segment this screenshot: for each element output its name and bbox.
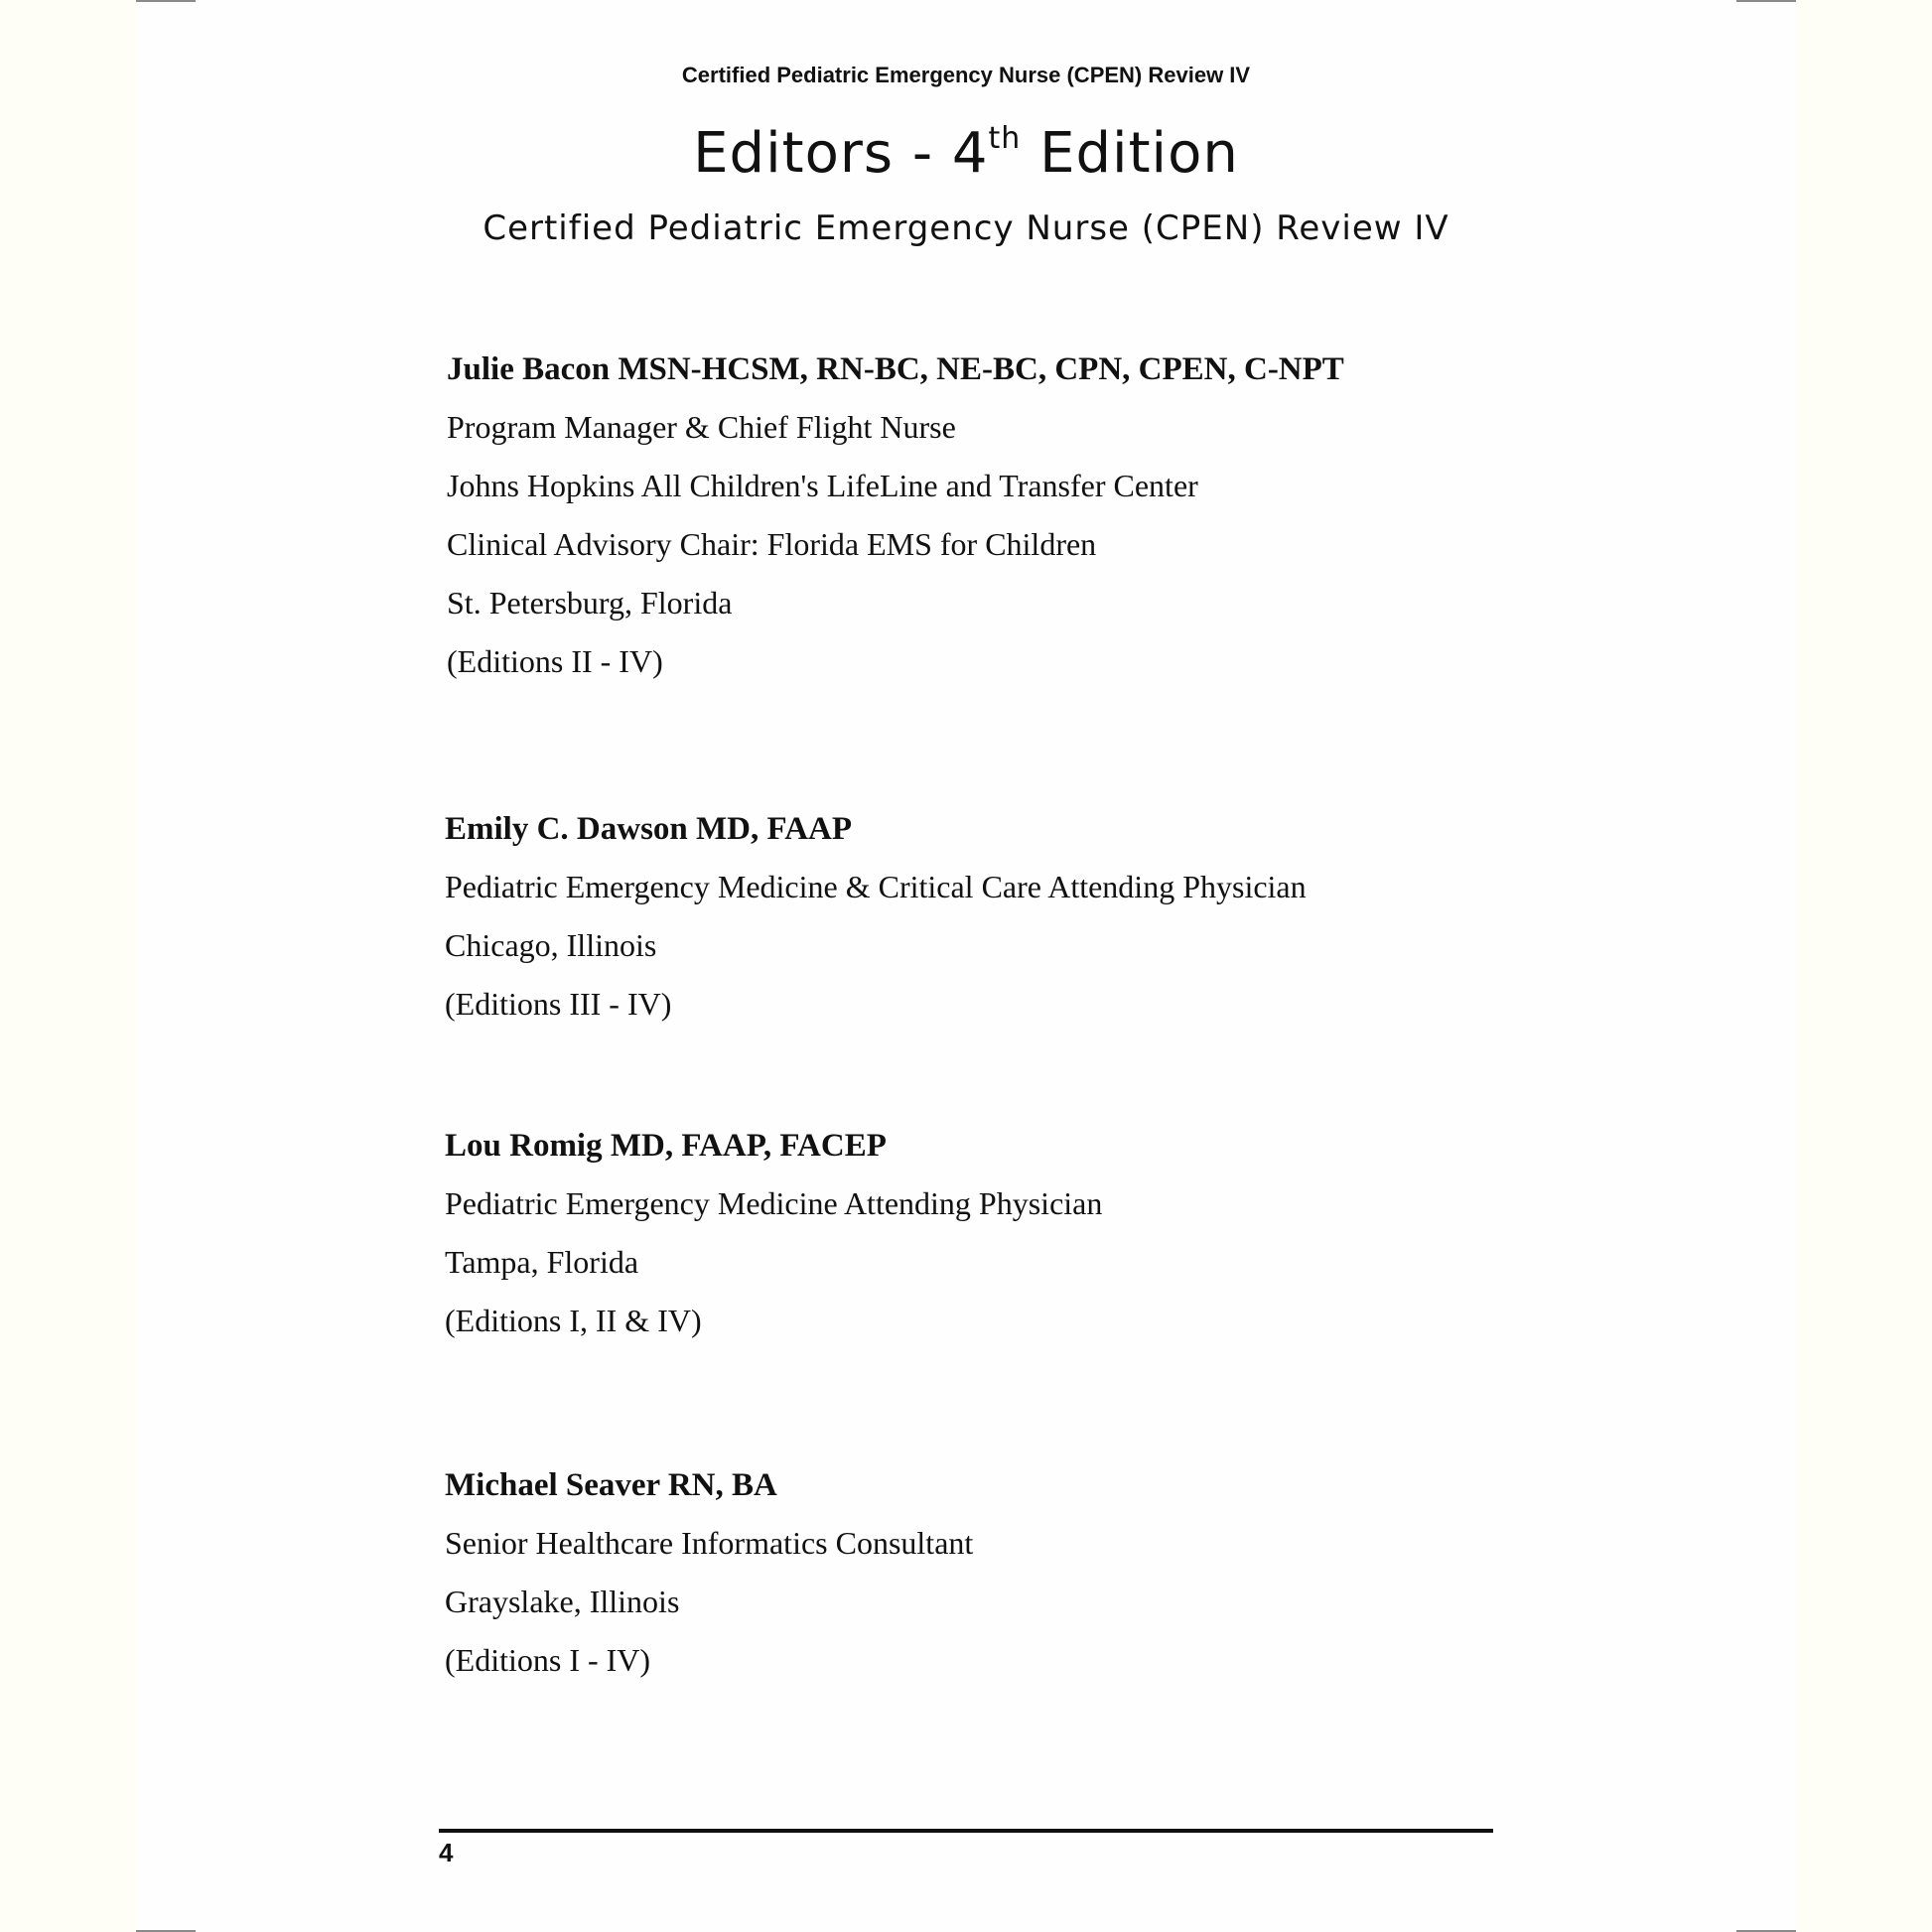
- editor-detail-line: Chicago, Illinois: [445, 927, 657, 963]
- title-text-after: Edition: [1021, 121, 1239, 186]
- footer-rule: [439, 1829, 1493, 1833]
- editor-name: Lou Romig MD, FAAP, FACEP: [445, 1128, 887, 1164]
- title-text-before: Editors - 4: [693, 121, 989, 186]
- editor-detail-line: Clinical Advisory Chair: Florida EMS for Children: [447, 526, 1097, 562]
- editor-detail-line: Program Manager & Chief Flight Nurse: [447, 409, 956, 445]
- editor-name: Julie Bacon MSN-HCSM, RN-BC, NE-BC, CPN, CPEN, C-NPT: [447, 351, 1344, 387]
- editor-detail-line: Pediatric Emergency Medicine & Critical Care Attending Physician: [445, 869, 1307, 904]
- editor-detail-line: Senior Healthcare Informatics Consultant: [445, 1525, 974, 1561]
- editor-entry: [445, 1126, 1102, 1359]
- editor-detail-line: Tampa, Florida: [445, 1244, 639, 1280]
- title-superscript: th: [988, 121, 1022, 156]
- editor-detail-line: (Editions III - IV): [445, 986, 672, 1022]
- editor-entry: [447, 349, 1344, 700]
- editor-name: Michael Seaver RN, BA: [445, 1467, 777, 1503]
- editor-name: Emily C. Dawson MD, FAAP: [445, 811, 853, 847]
- running-header: Certified Pediatric Emergency Nurse (CPEN) Review IV: [681, 63, 1251, 87]
- editor-entry: [445, 1465, 973, 1699]
- editor-detail-line: (Editions I, II & IV): [445, 1303, 702, 1338]
- editor-detail-line: Johns Hopkins All Children's LifeLine and Transfer Center: [447, 468, 1198, 503]
- editor-detail-line: Pediatric Emergency Medicine Attending Physician: [445, 1185, 1103, 1221]
- editor-detail-line: St. Petersburg, Florida: [447, 585, 733, 621]
- page-subtitle: Certified Pediatric Emergency Nurse (CPEN) Review IV: [483, 208, 1449, 248]
- crop-mark-top-left: [136, 0, 196, 2]
- editor-detail-line: Grayslake, Illinois: [445, 1584, 680, 1619]
- page-number: 4: [439, 1838, 454, 1867]
- crop-mark-top-right: [1736, 0, 1796, 2]
- editor-detail-line: (Editions I - IV): [445, 1642, 651, 1678]
- page-title: [0, 121, 1932, 186]
- editor-entry: [445, 809, 1307, 1042]
- editor-detail-line: (Editions II - IV): [447, 643, 663, 679]
